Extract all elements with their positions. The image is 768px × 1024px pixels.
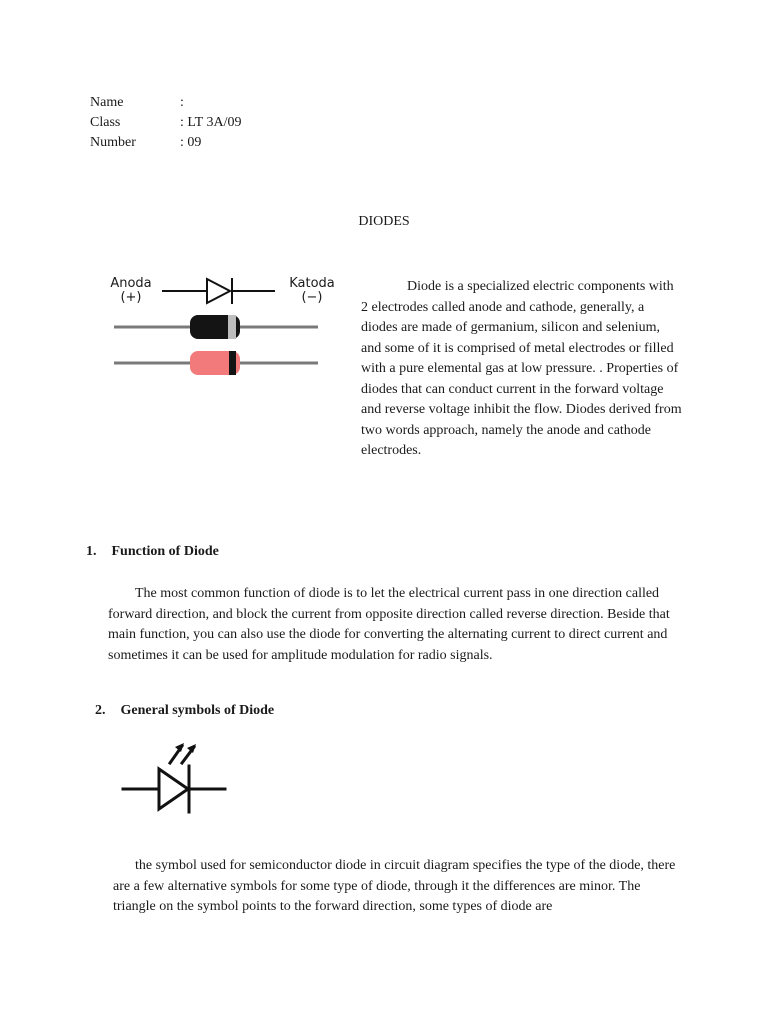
document-title: DIODES [358, 214, 410, 229]
black-diode-component [114, 315, 318, 339]
info-label-class: Class [90, 115, 121, 130]
diode-schematic-symbol [162, 278, 275, 304]
cathode-sign: (−) [301, 290, 323, 305]
info-label-name: Name [90, 95, 124, 110]
section-2-heading [95, 703, 274, 719]
section-2-title: General symbols of Diode [120, 703, 275, 718]
intro-paragraph [361, 277, 683, 462]
section-2-paragraph-text: the symbol used for semiconductor diode in circuit diagram specifies the type of the diode, there are a few alternative symbols for some type of diode, through it the differences are minor. The triangle on the symbol points to the forward direction, some types of diode are [113, 858, 676, 914]
section-1-heading [86, 544, 219, 560]
cathode-label-text: Katoda [289, 276, 335, 291]
anode-label-text: Anoda [110, 276, 152, 291]
red-diode-component [114, 351, 318, 375]
section-1-paragraph [108, 584, 676, 666]
section-1-number: 1. [86, 544, 97, 559]
info-value-name: : [180, 95, 184, 110]
section-2-paragraph [113, 856, 685, 918]
led-diode-symbol [118, 738, 230, 816]
diode-drawing [100, 270, 350, 385]
intro-paragraph-text: Diode is a specialized electric components with 2 electrodes called anode and cathode, generally, a diodes are made of germanium, silicon and selenium, and some of it is comprised of metal electrodes or filled with a pure elemental gas at low pressure. . Properties of diodes that can conduct current in the forward voltage and reverse voltage inhibit the flow. Diodes derived from two words approach, namely the anode and cathode electrodes. [361, 279, 682, 458]
anode-sign: (+) [120, 290, 142, 305]
diode-illustration [100, 270, 350, 385]
info-value-number: : 09 [180, 135, 202, 150]
info-value-class: : LT 3A/09 [180, 115, 242, 130]
section-1-paragraph-text: The most common function of diode is to let the electrical current pass in one direction called forward direction, and block the current from opposite direction called reverse direction. Beside that main function, you can also use the diode for converting the alternating current to direct current and sometimes it can be used for amplitude modulation for radio signals. [108, 586, 670, 663]
info-label-number: Number [90, 135, 136, 150]
section-2-number: 2. [95, 703, 106, 718]
section-1-title: Function of Diode [111, 544, 219, 559]
